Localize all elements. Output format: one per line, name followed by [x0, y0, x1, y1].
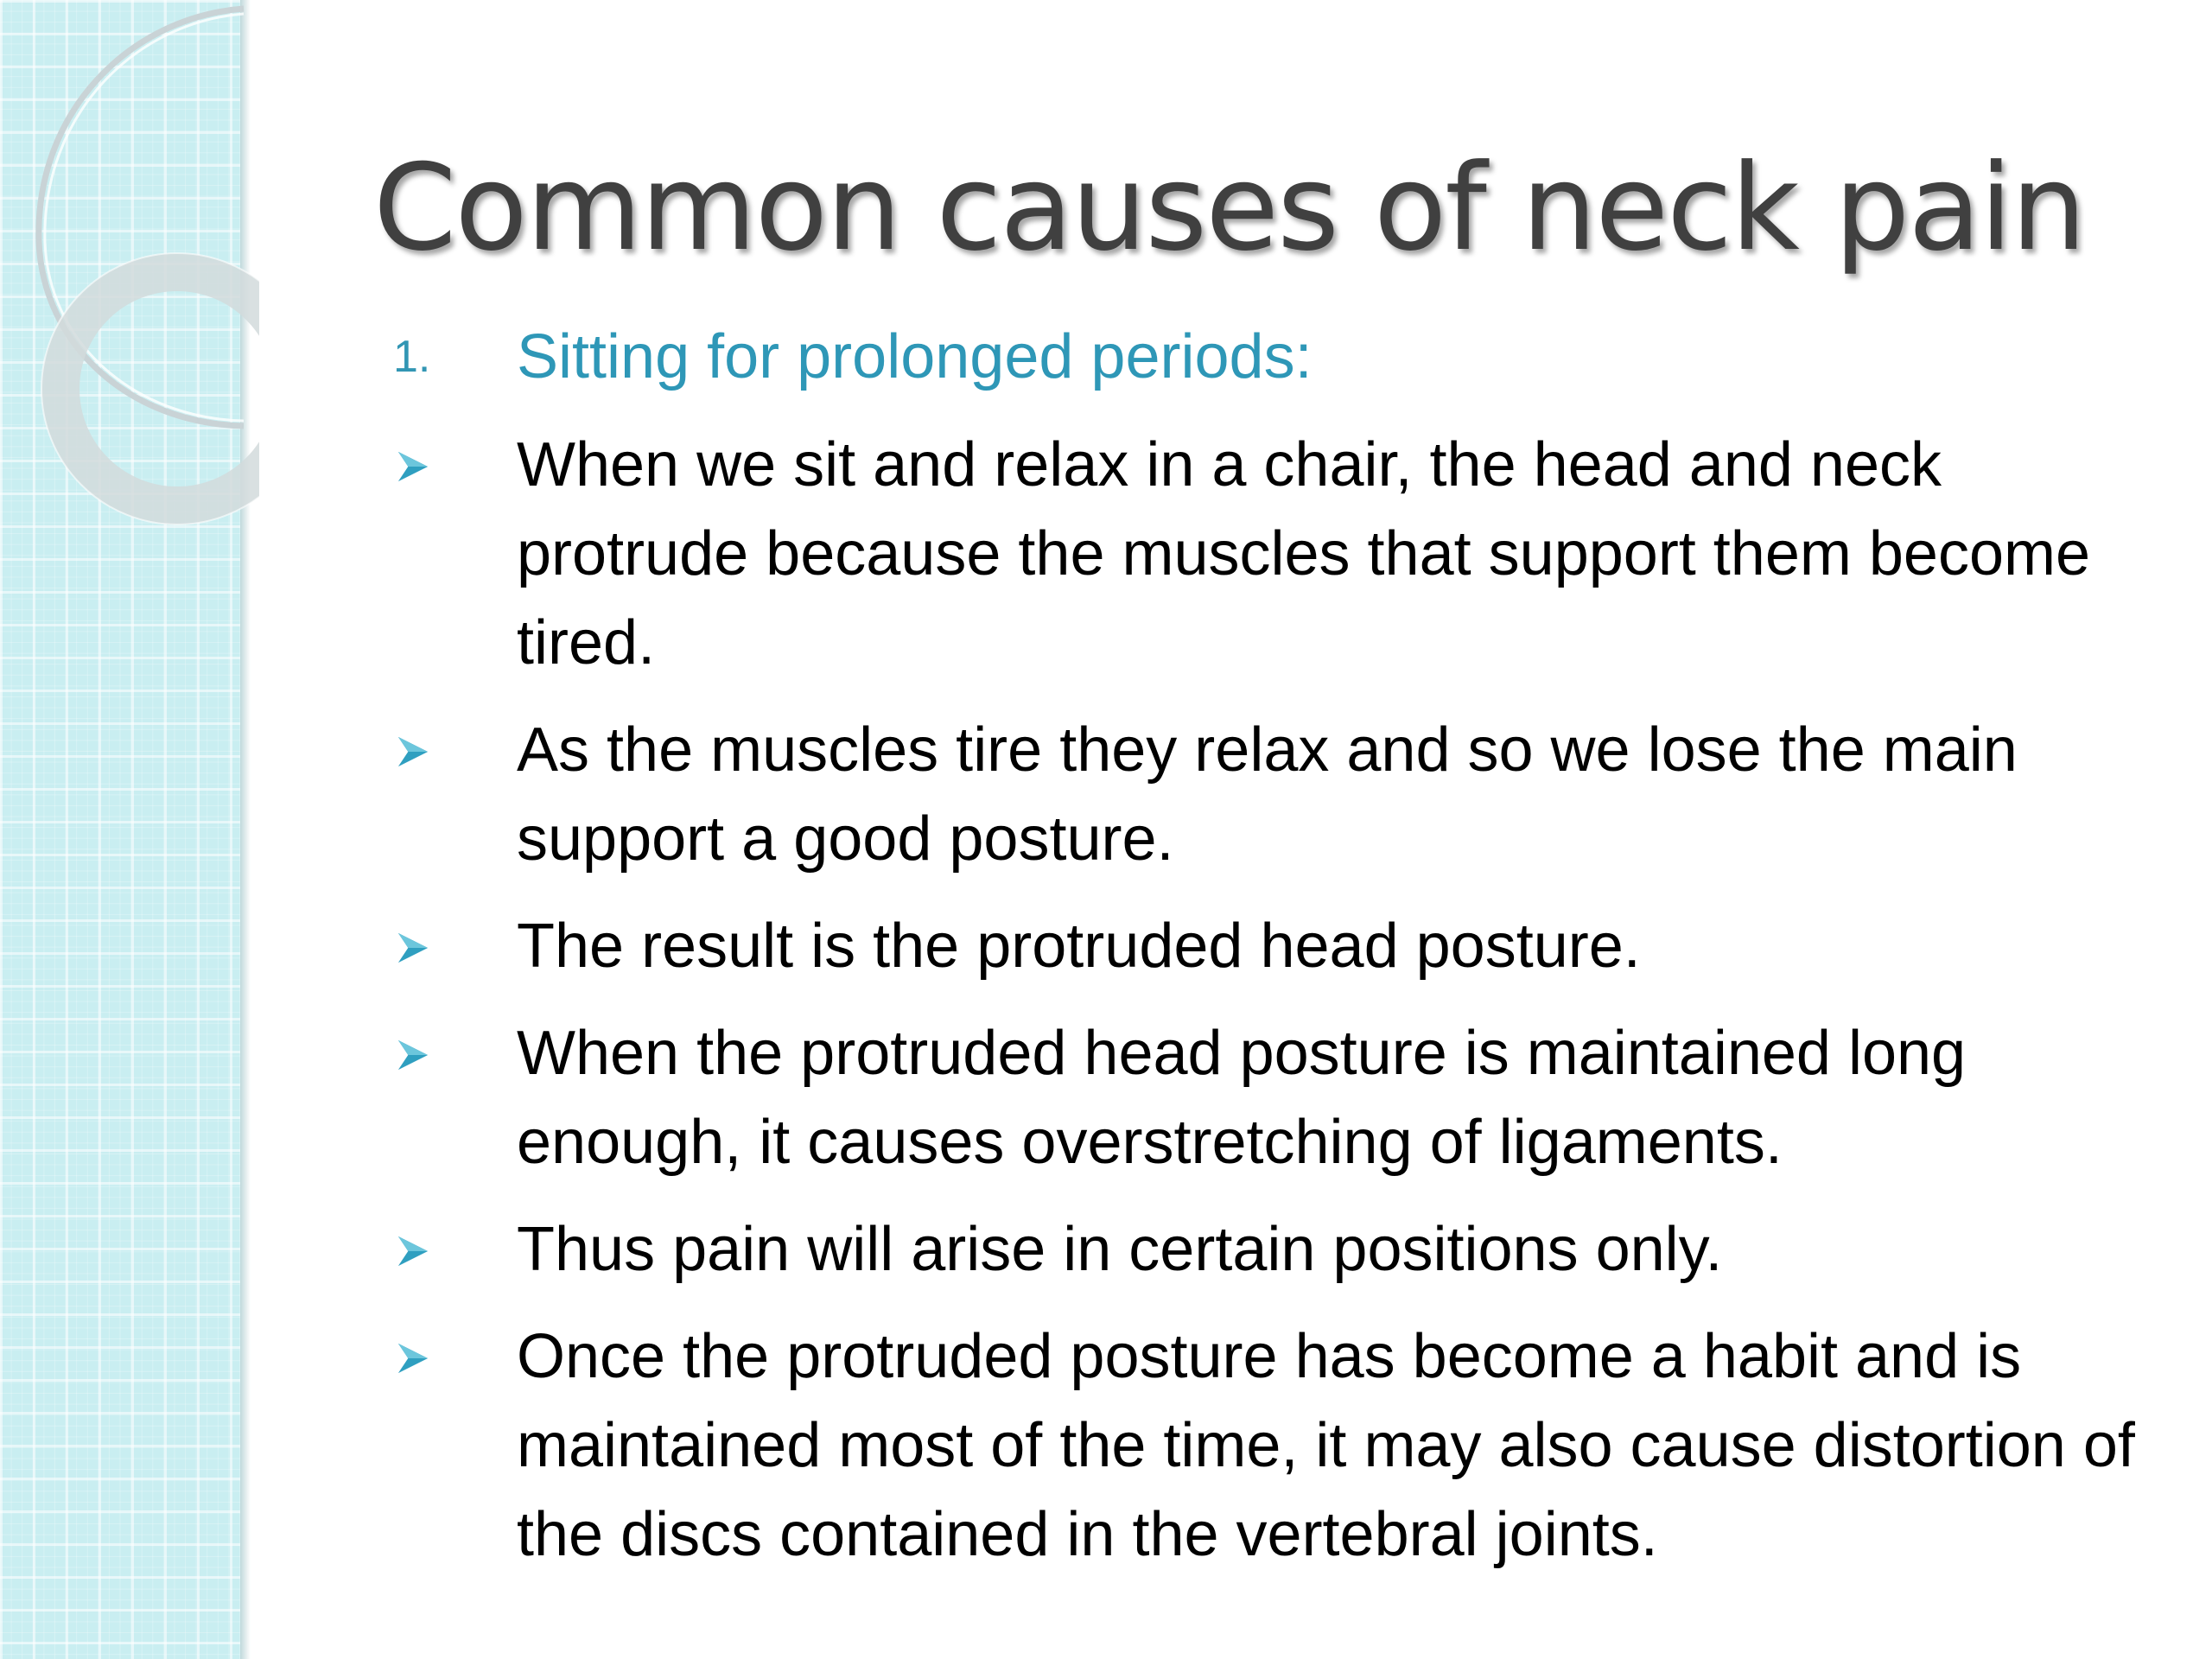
decorative-rings-icon	[0, 0, 259, 536]
list-item	[393, 1205, 2164, 1294]
list-item	[393, 1313, 2164, 1580]
list-item-numbered	[393, 313, 2164, 402]
slide-title: Common causes of neck pain	[373, 138, 2085, 277]
list-number: 1.	[393, 332, 431, 382]
arrow-bullet-icon	[397, 931, 429, 964]
list-item-text: Sitting for prolonged periods:	[517, 322, 1313, 391]
arrow-bullet-icon	[397, 1039, 429, 1071]
list-item	[393, 902, 2164, 991]
list-item-text: Thus pain will arise in certain positions only.	[517, 1215, 1723, 1284]
list-item	[393, 1009, 2164, 1187]
arrow-bullet-icon	[397, 1342, 429, 1375]
list-item-text: As the muscles tire they relax and so we lose the main support a good posture.	[517, 715, 2018, 874]
list-item-text: When the protruded head posture is maintained long enough, it causes overstretching of ligaments.	[517, 1019, 1967, 1177]
arrow-bullet-icon	[397, 735, 429, 768]
arrow-bullet-icon	[397, 1235, 429, 1268]
bullet-list	[393, 313, 2164, 1598]
list-item-text: Once the protruded posture has become a habit and is maintained most of the time, it may also cause distortion of the discs contained in the vertebral joints.	[517, 1322, 2135, 1569]
list-item	[393, 421, 2164, 688]
list-item-text: The result is the protruded head posture.	[517, 912, 1641, 981]
list-item	[393, 706, 2164, 884]
arrow-bullet-icon	[397, 450, 429, 483]
list-item-text: When we sit and relax in a chair, the head and neck protrude because the muscles that support them become tired.	[517, 430, 2091, 677]
